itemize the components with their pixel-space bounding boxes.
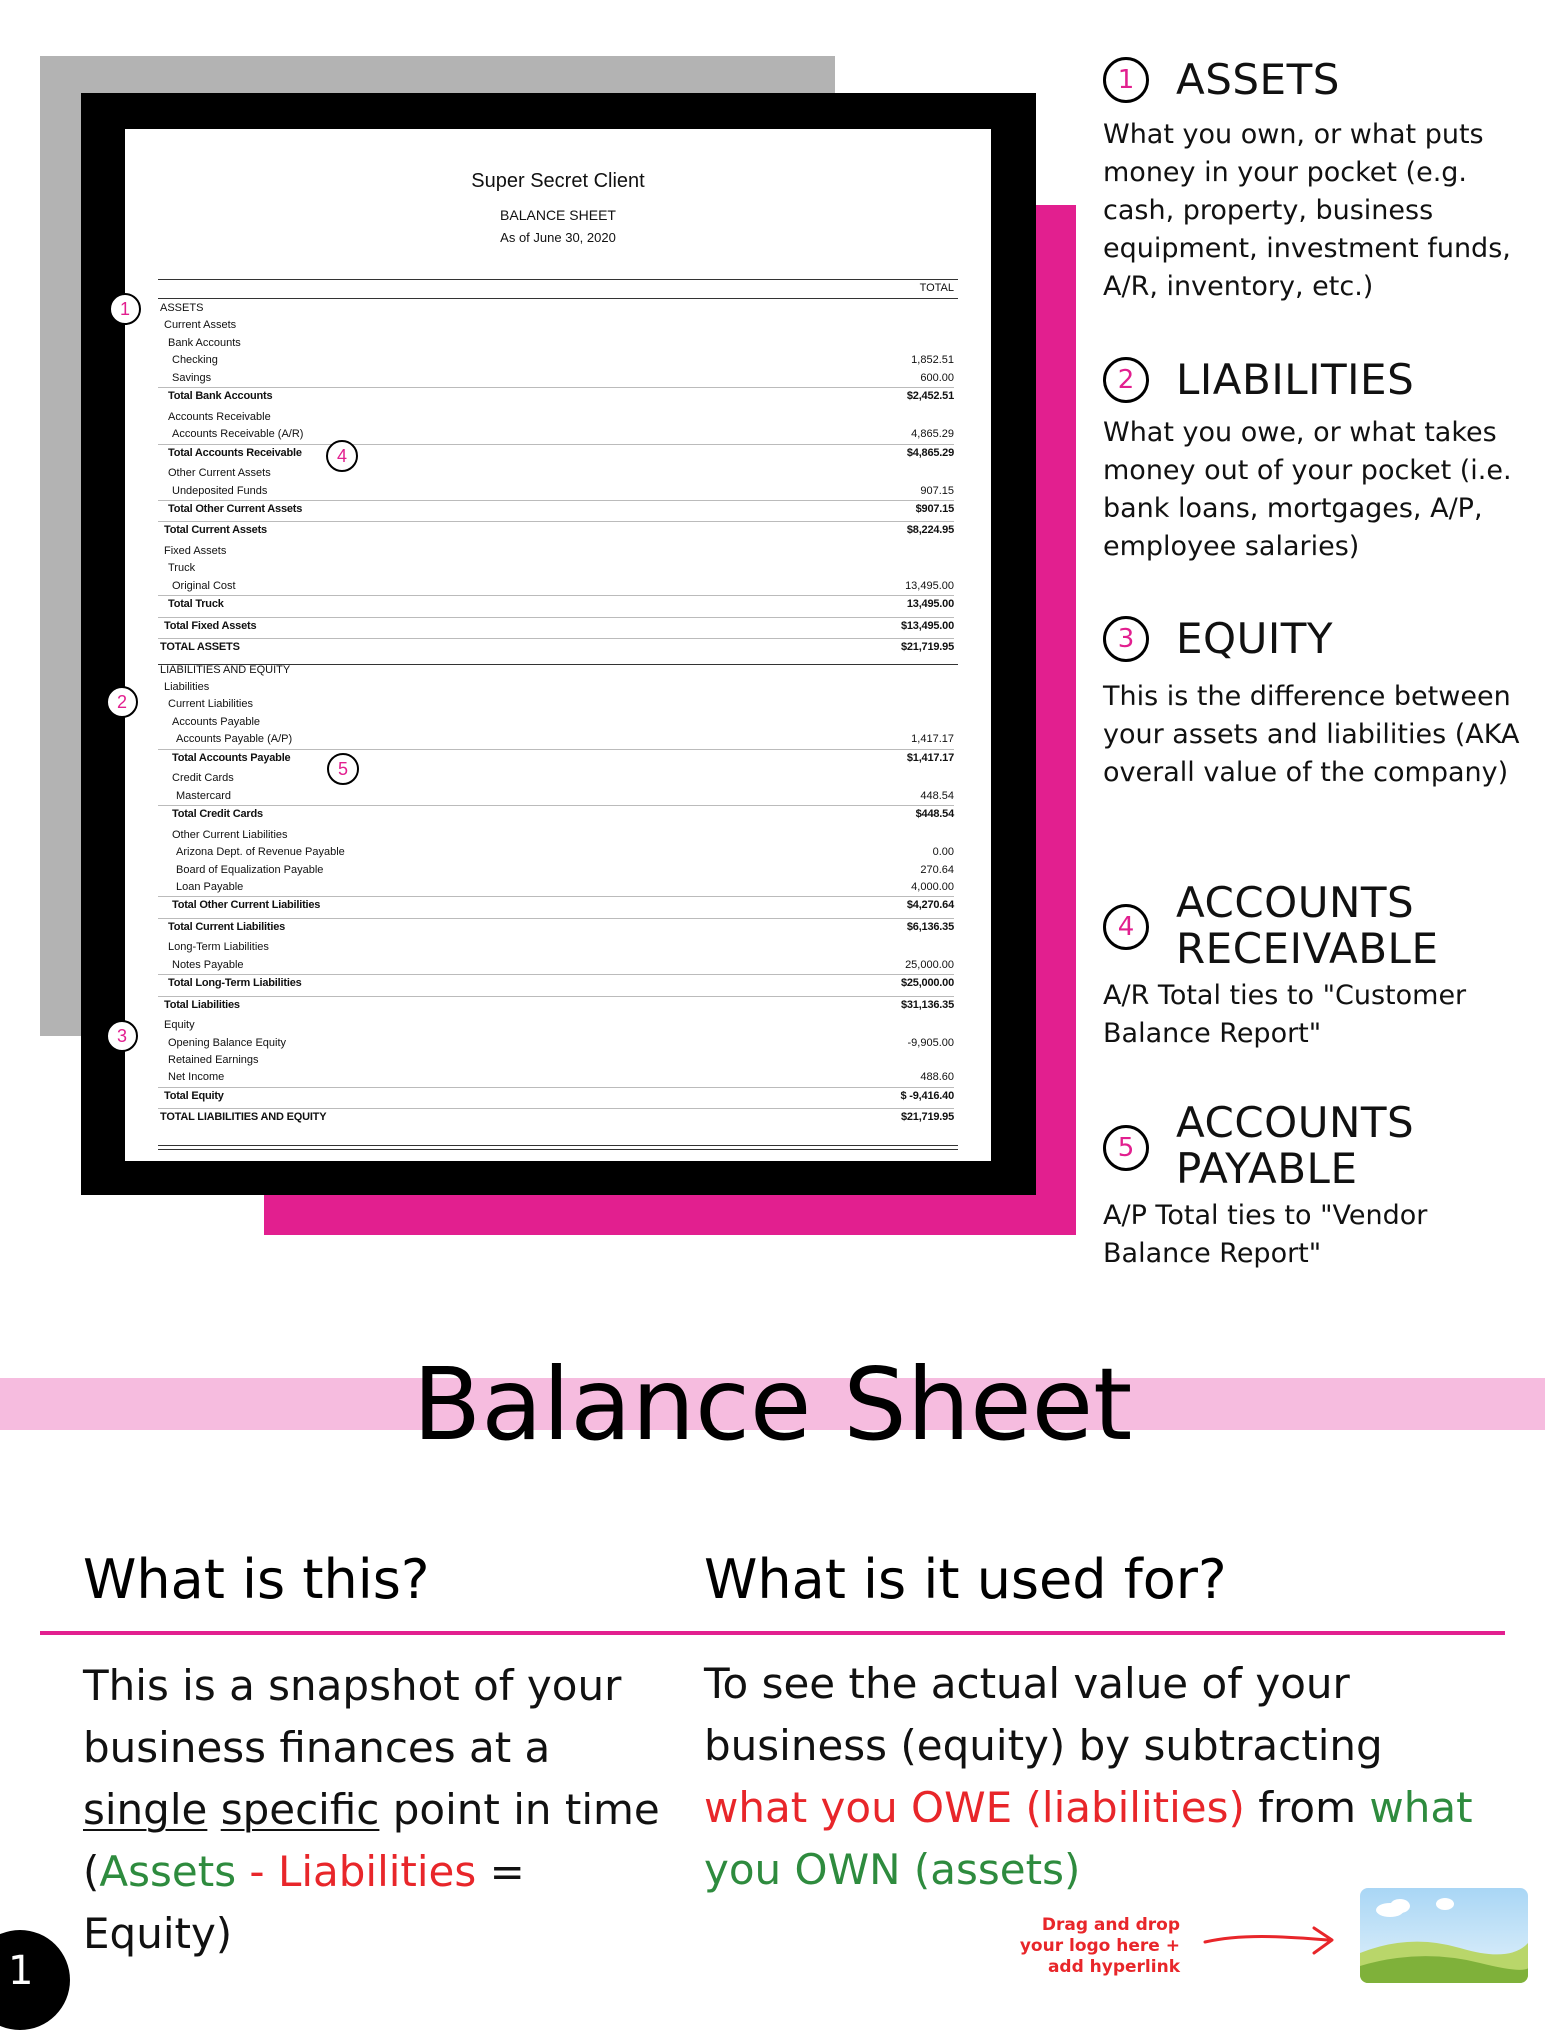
number-2-icon: 2 [1103, 357, 1149, 403]
report-row-label: Net Income [168, 1071, 225, 1084]
section-heading-accounts-receivable: ACCOUNTS RECEIVABLE [1176, 878, 1439, 973]
report-row-label: Accounts Receivable (A/R) [172, 428, 304, 441]
report-double-rule [158, 1149, 958, 1150]
page-title: Balance Sheet [412, 1346, 1133, 1463]
report-row-value: 13,495.00 [905, 579, 954, 592]
report-row-label: Undeposited Funds [172, 484, 268, 497]
report-rule [158, 279, 958, 280]
marker-accounts-receivable: 4 [326, 440, 358, 472]
report-row [158, 638, 954, 655]
report-row [158, 749, 954, 766]
number-3-icon: 3 [1103, 616, 1149, 662]
report-row [158, 617, 954, 634]
section-heading-equity: EQUITY [1176, 614, 1334, 663]
report-row [158, 714, 954, 730]
report-row [158, 731, 954, 747]
report-row [158, 996, 954, 1013]
marker-accounts-payable: 5 [327, 753, 359, 785]
report-row-value: 13,495.00 [906, 598, 954, 611]
section-text-liabilities: What you owe, or what takes money out of your pocket (i.e. bank loans, mortgages, A/P, employee salaries) [1103, 417, 1512, 562]
report-row-label: Other Current Assets [168, 467, 271, 480]
report-row-label: Mastercard [176, 789, 232, 802]
report-row-value: $21,719.95 [900, 641, 954, 654]
report-row-label: Board of Equalization Payable [176, 863, 324, 876]
report-row-value: $8,224.95 [906, 524, 954, 537]
report-row [158, 352, 954, 368]
section-heading-liabilities: LIABILITIES [1176, 355, 1415, 404]
report-row-label: Arizona Dept. of Revenue Payable [176, 846, 345, 859]
report-row-label: Total Equity [164, 1089, 224, 1102]
report-row-value: $4,270.64 [906, 899, 954, 912]
report-row-value: $13,495.00 [900, 619, 954, 632]
report-row-label: Notes Payable [172, 958, 244, 971]
report-row [158, 844, 954, 860]
report-row-label: LIABILITIES AND EQUITY [160, 663, 291, 676]
report-row-value: 25,000.00 [905, 958, 954, 971]
report-row-value: $6,136.35 [906, 920, 954, 933]
report-row-value: $2,452.51 [906, 390, 954, 403]
section-text-accounts-payable: A/P Total ties to "Vendor Balance Report" [1103, 1200, 1428, 1269]
report-row-value: $1,417.17 [906, 751, 954, 764]
report-row-label: Retained Earnings [168, 1054, 259, 1066]
report-date: As of June 30, 2020 [500, 230, 616, 245]
report-row-label: Credit Cards [172, 772, 234, 785]
what-is-this-text: This is a snapshot of your business finances at a single specific point in time (Assets - Liabilities = Equity) [83, 1661, 660, 1958]
section-text-accounts-receivable: A/R Total ties to "Customer Balance Report" [1103, 980, 1467, 1049]
report-row-value: 488.60 [920, 1071, 954, 1084]
number-4-icon: 4 [1103, 904, 1149, 950]
report-title: BALANCE SHEET [500, 207, 616, 223]
report-row-label: TOTAL LIABILITIES AND EQUITY [160, 1111, 327, 1124]
report-row-value: $4,865.29 [906, 446, 954, 459]
report-row [158, 1052, 954, 1068]
report-row-label: Loan Payable [176, 880, 244, 893]
report-row-value: 600.00 [920, 371, 954, 384]
report-row-label: Accounts Payable (A/P) [176, 733, 293, 746]
report-row-label: Total Accounts Receivable [168, 446, 302, 459]
report-row-label: Other Current Liabilities [172, 828, 288, 841]
report-row-value: $31,136.35 [900, 998, 954, 1011]
report-row-value: $ -9,416.40 [900, 1089, 954, 1102]
report-row-value: $907.15 [915, 502, 954, 515]
report-row-label: Bank Accounts [168, 336, 241, 349]
what-is-it-used-for-text: To see the actual value of your business (equity) by subtracting what you OWE (liabilities) from what you OWN (assets) [704, 1659, 1473, 1894]
section-text-assets: What you own, or what puts money in your pocket (e.g. cash, property, business equipment, investment funds, A/R, inventory, etc.) [1103, 119, 1511, 302]
report-row-label: ASSETS [160, 302, 204, 314]
report-row [158, 805, 954, 822]
report-row [158, 317, 954, 333]
report-row [158, 974, 954, 991]
report-row [158, 862, 954, 878]
logo-instruction: Drag and drop your logo here + add hyperlink [1019, 1915, 1180, 1977]
marker-liabilities: 2 [106, 686, 138, 718]
report-row-label: Total Current Liabilities [168, 920, 286, 933]
report-row-label: Total Accounts Payable [172, 751, 291, 764]
what-is-this-heading: What is this? [83, 1548, 430, 1611]
report-row [158, 595, 954, 612]
report-row [158, 1069, 954, 1085]
report-row [158, 1108, 954, 1125]
report-row-label: Liabilities [164, 681, 210, 693]
report-row-value: 1,417.17 [911, 733, 954, 746]
report-row-label: Total Current Assets [164, 524, 267, 537]
report-row-label: Total Long-Term Liabilities [168, 977, 302, 990]
report-row-value: 0.00 [932, 846, 954, 859]
report-row-label: Original Cost [172, 579, 236, 592]
report-row-label: Total Truck [168, 598, 224, 611]
report-row [158, 500, 954, 517]
report-row-value: -9,905.00 [907, 1036, 954, 1049]
report-row [158, 896, 954, 913]
report-row-label: Long-Term Liabilities [168, 941, 269, 954]
report-row [158, 957, 954, 973]
report-row-label: Total Bank Accounts [168, 390, 273, 403]
report-row-label: Truck [168, 562, 196, 575]
what-is-it-used-for-heading: What is it used for? [704, 1548, 1227, 1611]
report-row-label: Opening Balance Equity [168, 1036, 287, 1049]
report-row [158, 1035, 954, 1051]
logo-placeholder-icon[interactable] [1360, 1888, 1528, 1983]
section-divider [40, 1631, 1505, 1635]
report-row [158, 387, 954, 404]
report-total-header: TOTAL [919, 282, 954, 294]
report-row-value: 448.54 [920, 789, 954, 802]
report-rule [158, 664, 958, 665]
report-row [158, 465, 954, 481]
report-row [158, 1087, 954, 1104]
report-row-label: Savings [172, 371, 212, 384]
arrow-right-icon [1200, 1920, 1340, 1960]
report-row [158, 696, 954, 712]
report-row [158, 409, 954, 425]
report-row-value: 907.15 [920, 484, 954, 497]
report-row-value: 4,000.00 [911, 880, 954, 893]
report-row [158, 1017, 954, 1033]
report-row [158, 426, 954, 442]
marker-assets: 1 [109, 293, 141, 325]
report-row [158, 939, 954, 955]
section-heading-assets: ASSETS [1176, 55, 1340, 104]
report-row [158, 300, 954, 316]
report-double-rule [158, 1145, 958, 1146]
report-row-label: Accounts Payable [172, 715, 261, 728]
report-row [158, 770, 954, 786]
report-row [158, 335, 954, 351]
report-row [158, 918, 954, 935]
page-number: 1 [8, 1948, 34, 1994]
report-row-label: TOTAL ASSETS [160, 641, 240, 654]
report-row [158, 483, 954, 499]
number-1-icon: 1 [1103, 57, 1149, 103]
report-row [158, 543, 954, 559]
section-heading-accounts-payable: ACCOUNTS PAYABLE [1176, 1098, 1415, 1193]
report-row [158, 560, 954, 576]
report-row [158, 370, 954, 386]
report-row-label: Checking [172, 354, 218, 367]
report-row [158, 521, 954, 538]
report-row [158, 788, 954, 804]
section-text-equity: This is the difference between your assets and liabilities (AKA overall value of the company) [1103, 681, 1520, 788]
report-row-label: Fixed Assets [164, 544, 227, 557]
report-row-label: Total Liabilities [164, 998, 240, 1011]
report-client-name: Super Secret Client [471, 170, 645, 192]
number-5-icon: 5 [1103, 1125, 1149, 1171]
report-row [158, 679, 954, 695]
report-row-value: 4,865.29 [911, 428, 954, 441]
report-row-value: $21,719.95 [900, 1111, 954, 1124]
report-row-value: 1,852.51 [911, 354, 954, 367]
marker-equity: 3 [106, 1020, 138, 1052]
report-row-value: 270.64 [920, 863, 954, 876]
report-row [158, 578, 954, 594]
report-row-label: Equity [164, 1019, 195, 1032]
report-row-label: Total Other Current Liabilities [172, 899, 321, 912]
report-row-label: Total Fixed Assets [164, 619, 257, 632]
report-row-label: Accounts Receivable [168, 410, 271, 423]
report-row [158, 827, 954, 843]
report-row-label: Total Credit Cards [172, 808, 263, 821]
report-rule [158, 298, 958, 299]
report-row-value: $448.54 [915, 808, 954, 821]
report-row-label: Current Assets [164, 319, 237, 332]
report-row [158, 879, 954, 895]
report-row-label: Total Other Current Assets [168, 502, 303, 515]
report-row-label: Current Liabilities [168, 698, 253, 711]
report-row-value: $25,000.00 [900, 977, 954, 990]
report-row [158, 444, 954, 461]
